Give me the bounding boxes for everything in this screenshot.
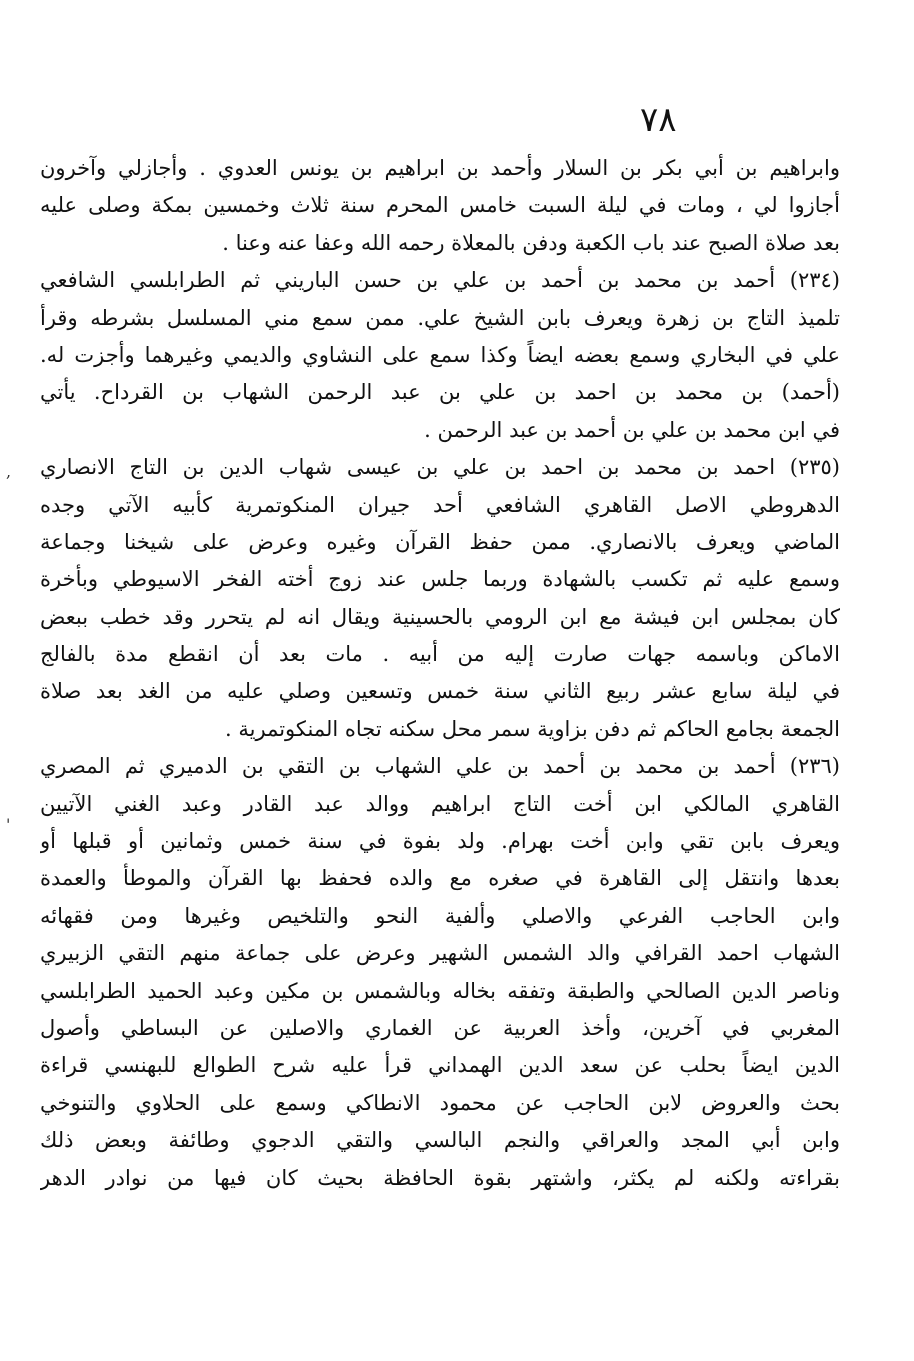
text-line: في ليلة سابع عشر ربيع الثاني سنة خمس وتسعين وصلي عليه من الغد بعد صلاة — [40, 679, 840, 704]
text-line: وابن الحاجب الفرعي والاصلي وألفية النحو والتلخيص وغيرها ومن فقهائه — [40, 903, 840, 928]
entry-heading-line: (٢٣٦) أحمد بن محمد بن أحمد بن علي الشهاب بن التقي بن الدميري ثم المصري — [40, 754, 840, 779]
text-line: ويعرف بابن تقي وابن أخت بهرام. ولد بفوة في سنة خمس وثمانين أو قبلها أو — [40, 829, 840, 854]
text-line: الدهروطي الاصل القاهري الشافعي أحد جيران المنكوتمرية كأبيه الآتي وجده — [40, 492, 840, 517]
text-line: الماضي ويعرف بالانصاري. ممن حفظ القرآن وغيره وعرض على شيخنا وجماعة — [40, 529, 840, 554]
text-line: وناصر الدين الصالحي والطبقة وتفقه بخاله وبالشمس بن مكين وعبد الحميد الطرابلسي — [40, 978, 840, 1003]
text-line: الجمعة بجامع الحاكم ثم دفن بزاوية سمر محل سكنه تجاه المنكوتمرية . — [225, 716, 840, 741]
text-line: الاماكن وباسمه جهات صارت إليه من أبيه . مات بعد أن انقطع مدة بالفالج — [40, 642, 840, 667]
margin-mark: ' — [6, 815, 11, 834]
entry-heading-line: (٢٣٥) احمد بن محمد بن احمد بن علي بن عيسى شهاب الدين بن التاج الانصاري — [40, 455, 840, 480]
text-line: كان بمجلس ابن فيشة مع ابن الرومي بالحسينية ويقال انه لم يتحرر وقد خطب ببعض — [40, 604, 840, 629]
text-line: القاهري المالكي ابن أخت التاج ابراهيم ووالد عبد القادر وعبد الغني الآتيين — [40, 791, 840, 816]
text-line: أجازوا لي ، ومات في ليلة السبت خامس المحرم سنة ثلاث وخمسين بمكة وصلى عليه — [40, 193, 840, 218]
entry-heading-line: (٢٣٤) أحمد بن محمد بن أحمد بن علي بن حسن الباريني ثم الطرابلسي الشافعي — [40, 268, 840, 293]
text-line: المغربي في آخرين، وأخذ العربية عن الغماري والاصلين عن البساطي وأصول — [40, 1015, 840, 1040]
text-line: بقراءته ولكنه لم يكثر، واشتهر بقوة الحافظة بحيث كان فيها من نوادر الدهر — [40, 1165, 840, 1190]
page-number: ٧٨ — [640, 100, 677, 140]
body-text — [40, 150, 840, 1197]
margin-mark: , — [6, 462, 12, 481]
text-line: الدين ايضاً بحلب عن سعد الدين الهمداني قرأ عليه شرح الطوالع للبهنسي قراءة — [40, 1053, 840, 1078]
text-line: الشهاب احمد القرافي والد الشمس الشهير وعرض على جماعة منهم التقي الزبيري — [40, 941, 840, 966]
text-line: وابراهيم بن أبي بكر بن السلار وأحمد بن ابراهيم بن يونس العدوي . وأجازلي وآخرون — [40, 156, 840, 180]
text-line: بحث والعروض لابن الحاجب عن محمود الانطاكي وسمع على الحلاوي والتنوخي — [40, 1090, 840, 1115]
text-line: بعد صلاة الصبح عند باب الكعبة ودفن بالمعلاة رحمه الله وعفا عنه وعنا . — [222, 230, 840, 255]
text-line: في ابن محمد بن علي بن أحمد بن عبد الرحمن . — [424, 417, 840, 442]
text-line: بعدها وانتقل إلى القاهرة في صغره مع والده فحفظ بها القرآن والموطأ والعمدة — [40, 866, 840, 891]
text-line: وسمع عليه ثم تكسب بالشهادة وربما جلس عند زوج أخته الفخر الاسيوطي وبأخرة — [40, 567, 840, 592]
text-line: تلميذ التاج بن زهرة ويعرف بابن الشيخ علي. ممن سمع مني المسلسل بشرطه وقرأ — [40, 305, 840, 330]
text-line: علي في البخاري وسمع بعضه ايضاً وكذا سمع على النشاوي والديمي وغيرهما وأجزت له. — [40, 342, 840, 367]
entry-heading-line: (أحمد) بن محمد بن احمد بن علي بن عبد الرحمن الشهاب بن القرداح. يأتي — [40, 380, 840, 405]
text-line: وابن أبي المجد والعراقي والنجم البالسي والتقي الدجوي وطائفة وبعض ذلك — [40, 1128, 840, 1153]
